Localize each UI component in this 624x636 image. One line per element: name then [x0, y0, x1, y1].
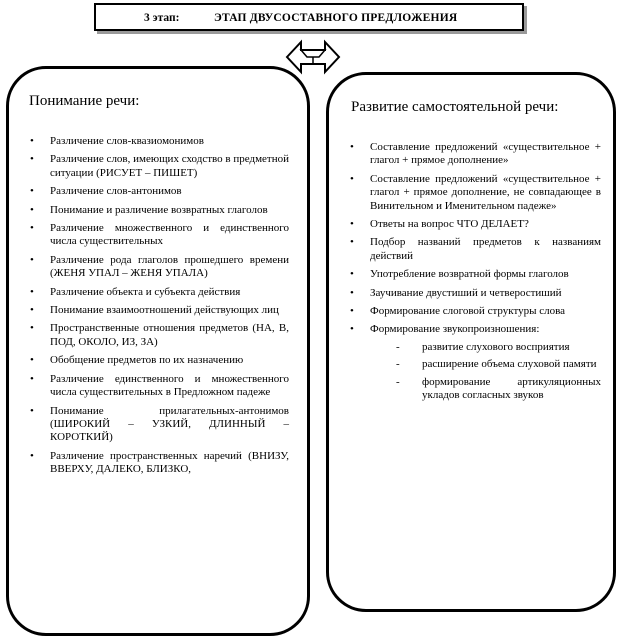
list-item — [27, 254, 289, 281]
sublist-item-text: расширение объема слуховой памяти — [422, 358, 597, 371]
list-item-text: Составление предложений «существительное + глагол + прямое дополнение» — [370, 141, 601, 167]
sublist-item — [378, 376, 601, 403]
list-item — [27, 354, 289, 367]
list-item-text: Понимание взаимоотношений действующих лиц — [50, 304, 279, 317]
bullet-icon: • — [30, 449, 34, 462]
list-item-text: Различение рода глаголов прошедшего времени (ЖЕНЯ УПАЛ – ЖЕНЯ УПАЛА) — [50, 253, 289, 280]
list-item — [27, 405, 289, 445]
bullet-icon: • — [30, 404, 34, 417]
list-item — [347, 218, 601, 231]
bullet-icon: • — [30, 304, 34, 317]
list-item-text: Обобщение предметов по их назначению — [50, 354, 244, 367]
stage-header — [94, 3, 524, 31]
list-item — [347, 268, 601, 281]
list-item-text: Различение объекта и субъекта действия — [50, 285, 241, 298]
list-item-text: Различение множественного и единственного числа существительных — [50, 222, 289, 248]
list-item-text: Различение слов-антонимов — [50, 185, 182, 198]
list-item-text: Понимание прилагательных-антонимов (ШИРОКИЙ – УЗКИЙ, ДЛИННЫЙ – КОРОТКИЙ) — [50, 404, 289, 444]
list-item — [347, 141, 601, 168]
bullet-icon: • — [30, 135, 34, 147]
bullet-icon: • — [350, 323, 354, 336]
bullet-icon: • — [350, 305, 354, 318]
list-item — [347, 323, 601, 402]
bullet-icon: • — [30, 372, 34, 385]
independent-speech-title: Развитие самостоятельной речи: — [351, 99, 559, 115]
list-item-text: Различение слов, имеющих сходство в предметной ситуации (РИСУЕТ – ПИШЕТ) — [50, 153, 289, 179]
list-item-text: Заучивание двустиший и четверостиший — [370, 286, 562, 299]
list-item-text: Различение пространственных наречий (ВНИЗУ, ВВЕРХУ, ДАЛЕКО, БЛИЗКО, — [50, 449, 289, 476]
list-item — [27, 135, 289, 148]
list-item — [27, 304, 289, 317]
list-item — [27, 373, 289, 400]
independent-speech-box — [326, 72, 616, 612]
sublist-item-text: формирование артикуляционных укладов согласных звуков — [422, 375, 601, 402]
list-item-text: Подбор названий предметов к названиям действий — [370, 236, 601, 262]
bullet-icon: • — [30, 322, 34, 335]
sound-pronunciation-sublist — [370, 341, 601, 403]
list-item — [27, 185, 289, 198]
list-item-text: Различение слов-квазиомонимов — [50, 135, 204, 147]
sublist-item — [378, 358, 601, 371]
list-item — [347, 305, 601, 318]
dash-icon: - — [396, 375, 400, 388]
speech-understanding-list — [27, 135, 289, 482]
speech-understanding-title: Понимание речи: — [29, 93, 140, 109]
list-item-text: Составление предложений «существительное + глагол + прямое дополнение, не совпадающее в Винительном и Именительном падеже» — [370, 172, 601, 212]
double-arrow-icon — [285, 38, 341, 76]
list-item — [27, 322, 289, 349]
list-item-text: Употребление возвратной формы глаголов — [370, 268, 569, 281]
bullet-icon: • — [30, 203, 34, 216]
list-item — [27, 286, 289, 299]
bullet-icon: • — [30, 253, 34, 266]
list-item-text: Ответы на вопрос ЧТО ДЕЛАЕТ? — [370, 218, 529, 231]
list-item-text: Понимание и различение возвратных глаголов — [50, 203, 268, 216]
sublist-item-text: развитие слухового восприятия — [422, 340, 570, 353]
dash-icon: - — [396, 358, 400, 371]
list-item — [347, 173, 601, 213]
list-item-text: Формирование слоговой структуры слова — [370, 305, 566, 318]
bullet-icon: • — [350, 172, 354, 185]
list-item — [27, 450, 289, 477]
bullet-icon: • — [30, 185, 34, 198]
list-item — [27, 204, 289, 217]
stage-title: ЭТАП ДВУСОСТАВНОГО ПРЕДЛОЖЕНИЯ — [214, 12, 458, 24]
bullet-icon: • — [350, 268, 354, 281]
independent-speech-list — [347, 141, 601, 408]
bullet-icon: • — [350, 286, 354, 299]
bullet-icon: • — [350, 141, 354, 153]
list-item — [347, 287, 601, 300]
sublist-item — [378, 341, 601, 354]
bullet-icon: • — [350, 218, 354, 231]
bullet-icon: • — [30, 153, 34, 166]
list-item-text: Пространственные отношения предметов (НА, В, ПОД, ОКОЛО, ИЗ, ЗА) — [50, 322, 289, 348]
bullet-icon: • — [30, 285, 34, 298]
list-item — [27, 153, 289, 180]
speech-understanding-box — [6, 66, 310, 636]
list-item-text: Формирование звукопроизношения: — [370, 323, 540, 336]
list-item — [27, 222, 289, 249]
stage-label: 3 этап: — [144, 12, 180, 24]
bullet-icon: • — [30, 222, 34, 235]
bullet-icon: • — [30, 354, 34, 367]
list-item — [347, 236, 601, 263]
list-item-text: Различение единственного и множественного числа существительных в Предложном падеже — [50, 372, 289, 399]
dash-icon: - — [396, 340, 400, 353]
bullet-icon: • — [350, 236, 354, 249]
